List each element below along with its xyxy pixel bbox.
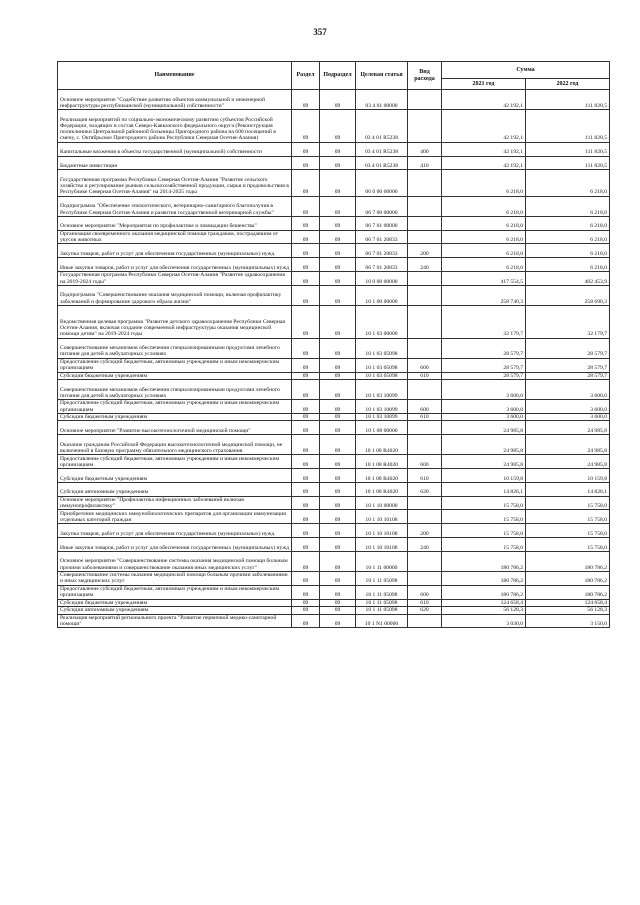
row-name: Основное мероприятие "Мероприятия по профилактике и ликвидации бешенства"	[58, 216, 292, 230]
row-sum-2021: 3 600,0	[442, 413, 526, 421]
row-subsection: 09	[320, 510, 356, 524]
row-article: 06 7 01 00000	[356, 216, 408, 230]
row-name: Реализация мероприятий по социально-экономическому развитию субъектов Российской Федерации, входящих в состав Северо-Кавказского федерального округа (Реконструкция поликлиники Центральной районной больницы Пригородного района на 600 посещений в смену, с. Октябрьское Пригородного района Республики Северная Осетия-Алания)	[58, 110, 292, 143]
table-row	[58, 496, 610, 510]
row-subsection: 09	[320, 455, 356, 469]
row-sum-2021: 42 192,1	[442, 90, 526, 110]
row-subsection: 09	[320, 482, 356, 496]
row-name: Основное мероприятие "Совершенствование системы оказания медицинской помощи больным прочими заболеваниями и совершенствование оказания иных медицинских услуг"	[58, 551, 292, 571]
row-name: Субсидии автономным учреждениям	[58, 607, 292, 615]
table-row	[58, 435, 610, 455]
row-type: 400	[408, 142, 442, 156]
row-section: 09	[292, 496, 320, 510]
row-sum-2022: 3 150,0	[526, 614, 610, 628]
row-sum-2022: 28 579,7	[526, 338, 610, 358]
row-section: 09	[292, 482, 320, 496]
row-subsection: 09	[320, 272, 356, 286]
row-name: Государственная программа Республики Северная Осетия-Алания "Развитие сельского хозяйства и регулирование рынков сельскохозяйственной продукции, сырья и продовольствия в Республике Северная Осетия-Алания" на 2014-2025 годы	[58, 170, 292, 196]
row-sum-2022: 180 786,2	[526, 571, 610, 585]
row-section: 09	[292, 469, 320, 483]
row-name: Ведомственная целевая программа "Развитие детского здравоохранения Республики Северная Осетия-Алания, включая создание современной инфраструктуры оказания медицинской помощи детям" на 2019-2024 годы	[58, 305, 292, 338]
row-sum-2021: 32 179,7	[442, 305, 526, 338]
row-section: 09	[292, 285, 320, 305]
table-body	[58, 90, 610, 628]
table-row	[58, 400, 610, 414]
table-row	[58, 230, 610, 244]
table-row	[58, 216, 610, 230]
table-row	[58, 305, 610, 338]
row-sum-2022: 124 658,4	[526, 599, 610, 607]
row-name: Государственная программа Республики Северная Осетия-Алания "Развитие здравоохранения на 2019-2024 годы"	[58, 272, 292, 286]
row-sum-2022: 56 128,3	[526, 607, 610, 615]
row-sum-2021: 6 218,0	[442, 196, 526, 216]
row-section: 09	[292, 599, 320, 607]
row-type: 240	[408, 258, 442, 272]
row-type: 600	[408, 400, 442, 414]
row-sum-2022: 15 758,0	[526, 524, 610, 538]
row-name: Субсидии бюджетным учреждениям	[58, 413, 292, 421]
row-section: 09	[292, 230, 320, 244]
table-row	[58, 170, 610, 196]
row-name: Организация своевременного оказания медицинской помощи гражданам, пострадавшим от укусов животных	[58, 230, 292, 244]
row-section: 09	[292, 372, 320, 380]
row-section: 09	[292, 524, 320, 538]
row-article: 03 4 01 00000	[356, 90, 408, 110]
row-sum-2022: 24 985,8	[526, 435, 610, 455]
row-section: 09	[292, 358, 320, 372]
row-sum-2022: 28 579,7	[526, 358, 610, 372]
row-name: Подпрограмма "Совершенствование оказания медицинской помощи, включая профилактику заболеваний и формирование здорового образа жизни"	[58, 285, 292, 305]
row-type: 610	[408, 372, 442, 380]
row-type: 610	[408, 599, 442, 607]
table-row	[58, 258, 610, 272]
table-row	[58, 358, 610, 372]
row-subsection: 09	[320, 216, 356, 230]
row-article: 10 1 N1 00000	[356, 614, 408, 628]
row-section: 09	[292, 170, 320, 196]
row-sum-2021: 24 985,8	[442, 455, 526, 469]
table-row	[58, 614, 610, 628]
row-section: 09	[292, 413, 320, 421]
row-article: 06 7 01 20833	[356, 258, 408, 272]
row-subsection: 09	[320, 196, 356, 216]
row-sum-2022: 6 218,0	[526, 244, 610, 258]
row-subsection: 09	[320, 285, 356, 305]
row-section: 09	[292, 90, 320, 110]
row-type	[408, 90, 442, 110]
row-article: 10 1 03 10099	[356, 400, 408, 414]
row-subsection: 09	[320, 413, 356, 421]
row-type: 200	[408, 244, 442, 258]
row-section: 09	[292, 455, 320, 469]
budget-table	[57, 61, 610, 628]
row-type	[408, 421, 442, 435]
row-subsection: 09	[320, 585, 356, 599]
row-type	[408, 338, 442, 358]
row-section: 09	[292, 435, 320, 455]
row-sum-2022: 24 985,8	[526, 455, 610, 469]
row-sum-2021: 15 758,0	[442, 510, 526, 524]
header-name: Наименование	[58, 62, 292, 90]
row-sum-2021: 15 758,0	[442, 524, 526, 538]
table-row	[58, 469, 610, 483]
row-name: Иные закупки товаров, работ и услуг для обеспечения государственных (муниципальных) нужд	[58, 258, 292, 272]
row-name: Предоставление субсидий бюджетным, автономным учреждениям и иным некоммерческим организациям	[58, 585, 292, 599]
row-type: 240	[408, 538, 442, 552]
header-subsection: Подраздел	[320, 62, 356, 90]
row-subsection: 09	[320, 244, 356, 258]
row-section: 09	[292, 538, 320, 552]
header-sum: Сумма	[442, 62, 610, 79]
row-subsection: 09	[320, 90, 356, 110]
row-article: 10 1 08 00000	[356, 421, 408, 435]
row-section: 09	[292, 380, 320, 400]
row-article: 10 0 00 00000	[356, 272, 408, 286]
row-type	[408, 551, 442, 571]
row-sum-2022: 3 600,0	[526, 380, 610, 400]
row-section: 09	[292, 196, 320, 216]
row-type	[408, 435, 442, 455]
row-article: 03 4 01 R5238	[356, 156, 408, 170]
row-article: 10 1 03 00000	[356, 305, 408, 338]
table-row	[58, 599, 610, 607]
row-type	[408, 230, 442, 244]
row-sum-2021: 3 600,0	[442, 380, 526, 400]
row-article: 10 1 03 05098	[356, 372, 408, 380]
header-article: Целевая статья	[356, 62, 408, 90]
row-article: 10 1 03 10099	[356, 380, 408, 400]
row-name: Закупка товаров, работ и услуг для обеспечения государственных (муниципальных) нужд	[58, 524, 292, 538]
row-type	[408, 614, 442, 628]
row-type: 600	[408, 585, 442, 599]
row-subsection: 09	[320, 421, 356, 435]
table-row	[58, 285, 610, 305]
row-type: 600	[408, 358, 442, 372]
row-article: 06 7 01 20833	[356, 244, 408, 258]
header-section: Раздел	[292, 62, 320, 90]
row-section: 09	[292, 305, 320, 338]
row-section: 09	[292, 571, 320, 585]
row-name: Предоставление субсидий бюджетным, автономным учреждениям и иным некоммерческим организациям	[58, 455, 292, 469]
row-sum-2022: 14 826,1	[526, 482, 610, 496]
table-row	[58, 413, 610, 421]
row-name: Реализация мероприятий регионального проекта "Развитие первичной медико-санитарной помощи"	[58, 614, 292, 628]
row-section: 09	[292, 338, 320, 358]
row-name: Совершенствование механизмов обеспечения специализированными продуктами лечебного питания для детей в амбулаторных условиях	[58, 380, 292, 400]
row-sum-2021: 417 554,5	[442, 272, 526, 286]
row-name: Закупка товаров, работ и услуг для обеспечения государственных (муниципальных) нужд	[58, 244, 292, 258]
table-row	[58, 338, 610, 358]
row-sum-2022: 28 579,7	[526, 372, 610, 380]
row-article: 10 1 11 05098	[356, 585, 408, 599]
row-sum-2022: 10 159,8	[526, 469, 610, 483]
row-section: 09	[292, 614, 320, 628]
row-subsection: 09	[320, 372, 356, 380]
row-article: 10 1 08 R4020	[356, 469, 408, 483]
row-subsection: 09	[320, 156, 356, 170]
row-name: Основное мероприятие "Развитие высокотехнологичной медицинской помощи"	[58, 421, 292, 435]
row-article: 03 4 01 R5238	[356, 142, 408, 156]
row-sum-2021: 24 985,8	[442, 421, 526, 435]
row-sum-2021: 6 218,0	[442, 244, 526, 258]
row-subsection: 09	[320, 338, 356, 358]
row-name: Бюджетные инвестиции	[58, 156, 292, 170]
table-row	[58, 110, 610, 143]
row-sum-2022: 3 600,0	[526, 413, 610, 421]
row-sum-2022: 3 600,0	[526, 400, 610, 414]
row-sum-2022: 6 218,0	[526, 258, 610, 272]
row-type: 620	[408, 607, 442, 615]
row-name: Предоставление субсидий бюджетным, автономным учреждениям и иным некоммерческим организациям	[58, 358, 292, 372]
table-row	[58, 455, 610, 469]
row-article: 06 7 00 00000	[356, 196, 408, 216]
row-subsection: 09	[320, 614, 356, 628]
row-sum-2021: 180 786,2	[442, 551, 526, 571]
row-name: Субсидии бюджетным учреждениям	[58, 469, 292, 483]
row-subsection: 09	[320, 305, 356, 338]
table-row	[58, 571, 610, 585]
row-article: 10 1 03 05098	[356, 358, 408, 372]
row-article: 10 1 08 R4020	[356, 482, 408, 496]
row-subsection: 09	[320, 358, 356, 372]
row-section: 09	[292, 156, 320, 170]
row-sum-2021: 14 826,1	[442, 482, 526, 496]
row-subsection: 09	[320, 496, 356, 510]
row-article: 10 1 11 05098	[356, 571, 408, 585]
table-row	[58, 244, 610, 258]
row-type	[408, 285, 442, 305]
row-sum-2022: 402 453,9	[526, 272, 610, 286]
row-name: Капитальные вложения в объекты государственной (муниципальной) собственности	[58, 142, 292, 156]
row-subsection: 09	[320, 142, 356, 156]
row-name: Совершенствование механизмов обеспечения специализированными продуктами лечебного питания для детей в амбулаторных условиях	[58, 338, 292, 358]
row-sum-2021: 3 600,0	[442, 400, 526, 414]
row-sum-2021: 258 740,3	[442, 285, 526, 305]
row-section: 09	[292, 510, 320, 524]
row-sum-2021: 6 218,0	[442, 258, 526, 272]
row-subsection: 09	[320, 230, 356, 244]
row-type: 200	[408, 524, 442, 538]
row-section: 09	[292, 400, 320, 414]
row-name: Подпрограмма "Обеспечение эпизоотического, ветеринарно-санитарного благополучия в Республике Северная Осетия-Алания и развития государственной ветеринарной службы"	[58, 196, 292, 216]
row-type	[408, 380, 442, 400]
row-sum-2022: 24 985,8	[526, 421, 610, 435]
table-row	[58, 90, 610, 110]
row-article: 10 1 10 00000	[356, 496, 408, 510]
row-sum-2021: 3 030,0	[442, 614, 526, 628]
table-row	[58, 510, 610, 524]
row-sum-2021: 6 218,0	[442, 170, 526, 196]
row-sum-2022: 6 218,0	[526, 230, 610, 244]
row-article: 10 1 03 10099	[356, 413, 408, 421]
row-sum-2021: 180 786,2	[442, 585, 526, 599]
row-name: Предоставление субсидий бюджетным, автономным учреждениям и иным некоммерческим организациям	[58, 400, 292, 414]
row-section: 09	[292, 216, 320, 230]
row-section: 09	[292, 272, 320, 286]
table-row	[58, 482, 610, 496]
row-type	[408, 110, 442, 143]
table-row	[58, 372, 610, 380]
row-name: Субсидии автономным учреждениям	[58, 482, 292, 496]
row-sum-2022: 111 820,5	[526, 90, 610, 110]
row-name: Основное мероприятие "Содействие развитию объектов коммунальной и инженерной инфраструктуры республиканской (муниципальной) собственности"	[58, 90, 292, 110]
table-row	[58, 196, 610, 216]
row-sum-2021: 42 192,1	[442, 142, 526, 156]
row-section: 09	[292, 258, 320, 272]
row-name: Основное мероприятие "Профилактика инфекционных заболеваний включая иммунопрофилактику"	[58, 496, 292, 510]
row-sum-2022: 15 758,0	[526, 496, 610, 510]
row-type	[408, 496, 442, 510]
table-row	[58, 421, 610, 435]
row-name: Приобретение медицинских иммунобиологических препаратов для организации иммунизации отдельных категорий граждан	[58, 510, 292, 524]
row-article: 10 1 00 00000	[356, 285, 408, 305]
row-article: 03 4 01 R5238	[356, 110, 408, 143]
row-sum-2021: 24 985,8	[442, 435, 526, 455]
row-sum-2022: 6 218,0	[526, 196, 610, 216]
row-subsection: 09	[320, 469, 356, 483]
row-subsection: 09	[320, 110, 356, 143]
row-name: Субсидии бюджетным учреждениям	[58, 599, 292, 607]
row-article: 10 1 08 R4020	[356, 455, 408, 469]
row-sum-2021: 10 159,8	[442, 469, 526, 483]
row-article: 10 1 03 05098	[356, 338, 408, 358]
row-article: 10 1 08 R4020	[356, 435, 408, 455]
row-sum-2021: 28 579,7	[442, 372, 526, 380]
table-row	[58, 272, 610, 286]
row-type	[408, 170, 442, 196]
row-section: 09	[292, 421, 320, 435]
table-row	[58, 156, 610, 170]
row-subsection: 09	[320, 551, 356, 571]
row-type: 600	[408, 455, 442, 469]
table-row	[58, 551, 610, 571]
row-sum-2022: 180 786,2	[526, 585, 610, 599]
row-name: Иные закупки товаров, работ и услуг для обеспечения государственных (муниципальных) нужд	[58, 538, 292, 552]
row-sum-2021: 180 786,2	[442, 571, 526, 585]
row-name: Субсидии бюджетным учреждениям	[58, 372, 292, 380]
row-article: 10 1 10 10108	[356, 524, 408, 538]
row-subsection: 09	[320, 599, 356, 607]
row-article: 10 1 10 10108	[356, 510, 408, 524]
page-number: 357	[313, 27, 327, 37]
row-article: 06 0 00 00000	[356, 170, 408, 196]
row-sum-2022: 258 690,3	[526, 285, 610, 305]
row-type: 610	[408, 469, 442, 483]
row-subsection: 09	[320, 258, 356, 272]
row-subsection: 09	[320, 170, 356, 196]
row-section: 09	[292, 607, 320, 615]
row-type: 610	[408, 413, 442, 421]
row-sum-2021: 124 658,4	[442, 599, 526, 607]
row-sum-2022: 32 179,7	[526, 305, 610, 338]
row-subsection: 09	[320, 571, 356, 585]
table-header	[58, 62, 610, 90]
row-name: Совершенствование системы оказания медицинской помощи больным прочими заболеваниями и иных медицинских услуг	[58, 571, 292, 585]
row-type	[408, 272, 442, 286]
row-sum-2021: 6 218,0	[442, 230, 526, 244]
row-type	[408, 305, 442, 338]
row-sum-2022: 6 218,0	[526, 170, 610, 196]
row-sum-2021: 28 579,7	[442, 338, 526, 358]
table-row	[58, 380, 610, 400]
row-sum-2021: 42 192,1	[442, 110, 526, 143]
row-sum-2021: 28 579,7	[442, 358, 526, 372]
table-row	[58, 538, 610, 552]
table-row	[58, 524, 610, 538]
row-sum-2021: 42 192,1	[442, 156, 526, 170]
row-sum-2022: 111 820,5	[526, 156, 610, 170]
row-sum-2022: 111 820,5	[526, 142, 610, 156]
row-section: 09	[292, 585, 320, 599]
row-type: 410	[408, 156, 442, 170]
row-sum-2022: 180 786,2	[526, 551, 610, 571]
row-name: Оказание гражданам Российской Федерации высокотехнологичной медицинской помощи, не включенной в базовую программу обязательного медицинского страхования	[58, 435, 292, 455]
row-type	[408, 510, 442, 524]
table-row	[58, 607, 610, 615]
header-year-2021: 2021 год	[442, 79, 526, 90]
row-section: 09	[292, 244, 320, 258]
row-sum-2022: 15 758,0	[526, 510, 610, 524]
row-section: 09	[292, 142, 320, 156]
header-type: Вид расхода	[408, 62, 442, 90]
row-type	[408, 571, 442, 585]
row-sum-2022: 6 218,0	[526, 216, 610, 230]
row-subsection: 09	[320, 538, 356, 552]
row-type: 620	[408, 482, 442, 496]
row-subsection: 09	[320, 435, 356, 455]
row-sum-2021: 15 758,0	[442, 496, 526, 510]
row-sum-2021: 56 128,3	[442, 607, 526, 615]
table-row	[58, 142, 610, 156]
row-type	[408, 216, 442, 230]
row-sum-2021: 15 758,0	[442, 538, 526, 552]
table-row	[58, 585, 610, 599]
header-year-2022: 2022 год	[526, 79, 610, 90]
row-article: 10 1 11 00000	[356, 551, 408, 571]
row-article: 10 1 10 10108	[356, 538, 408, 552]
row-type	[408, 196, 442, 216]
row-subsection: 09	[320, 380, 356, 400]
row-sum-2022: 15 758,0	[526, 538, 610, 552]
row-subsection: 09	[320, 607, 356, 615]
row-sum-2022: 111 820,5	[526, 110, 610, 143]
row-subsection: 09	[320, 524, 356, 538]
row-subsection: 09	[320, 400, 356, 414]
row-article: 06 7 01 20833	[356, 230, 408, 244]
row-sum-2021: 6 218,0	[442, 216, 526, 230]
row-section: 09	[292, 551, 320, 571]
row-section: 09	[292, 110, 320, 143]
row-article: 10 1 11 05098	[356, 599, 408, 607]
row-article: 10 1 11 05098	[356, 607, 408, 615]
